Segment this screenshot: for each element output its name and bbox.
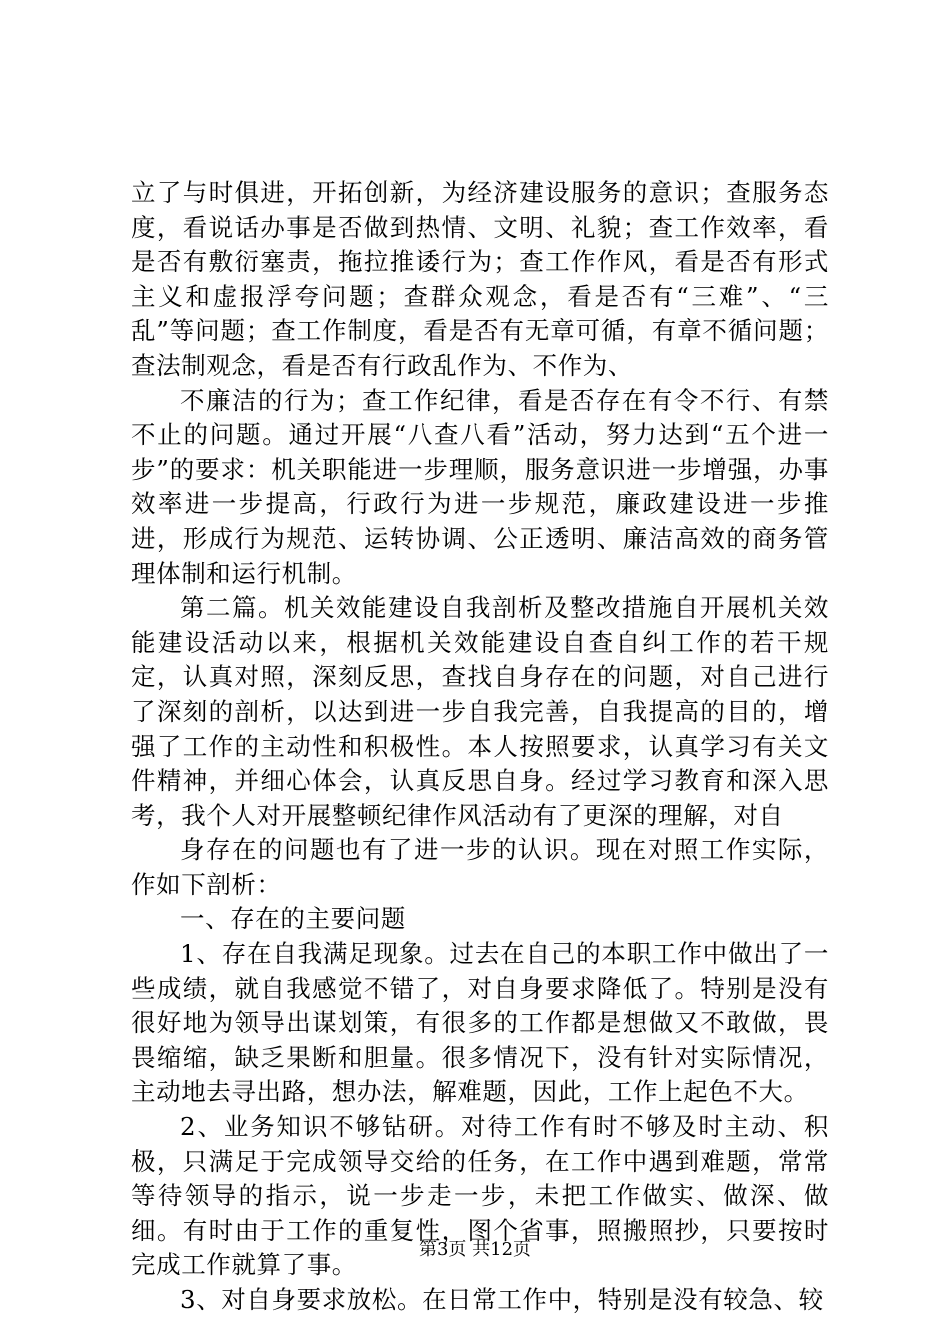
- page-footer: 第3页 共12页: [418, 1239, 532, 1260]
- paragraph-issue-3: 3、对自身要求放松。在日常工作中，特别是没有较急、较: [180, 1285, 824, 1314]
- paragraph-2: 不廉洁的行为；查工作纪律，看是否存在有令不行、有禁不止的问题。通过开展“八查八看”活动，努力达到“五个进一步”的要求：机关职能进一步理顺，服务意识进一步增强，办事效率进一步提高，行政行为进一步规范，廉政建设进一步推进，形成行为规范、运转协调、公正透明、廉洁高效的商务管理体制和运行机制。: [131, 385, 829, 588]
- paragraph-issue-1: 1、存在自我满足现象。过去在自己的本职工作中做出了一些成绩，就自我感觉不错了，对自身要求降低了。特别是没有很好地为领导出谋划策，有很多的工作都是想做又不敢做，畏畏缩缩，缺乏果断和胆量。很多情况下，没有针对实际情况，主动地去寻出路，想办法，解难题，因此，工作上起色不大。: [131, 939, 829, 1107]
- paragraph-4: 身存在的问题也有了进一步的认识。现在对照工作实际，作如下剖析：: [131, 835, 829, 899]
- paragraph-1: 立了与时俱进，开拓创新，为经济建设服务的意识；查服务态度，看说话办事是否做到热情、文明、礼貌；查工作效率，看是否有敷衍塞责，拖拉推诿行为；查工作作风，看是否有形式主义和虚报浮夸问题；查群众观念，看是否有“三难”、“三乱”等问题；查工作制度，看是否有无章可循，有章不循问题；查法制观念，看是否有行政乱作为、不作为、: [131, 178, 829, 380]
- paragraph-issue-2: 2、业务知识不够钻研。对待工作有时不够及时主动、积极，只满足于完成领导交给的任务，在工作中遇到难题，常常等待领导的指示，说一步走一步，未把工作做实、做深、做细。有时由于工作的重复性，图个省事，照搬照抄，只要按时完成工作就算了事。: [131, 1112, 829, 1280]
- document-body: [131, 176, 829, 1318]
- paragraph-3: 第二篇。机关效能建设自我剖析及整改措施自开展机关效能建设活动以来，根据机关效能建设自查自纠工作的若干规定，认真对照，深刻反思，查找自身存在的问题，对自己进行了深刻的剖析，以达到进一步自我完善，自我提高的目的，增强了工作的主动性和积极性。本人按照要求，认真学习有关文件精神，并细心体会，认真反思自身。经过学习教育和深入思考，我个人对开展整顿纪律作风活动有了更深的理解，对自: [131, 593, 829, 830]
- section-heading: 一、存在的主要问题: [180, 904, 406, 934]
